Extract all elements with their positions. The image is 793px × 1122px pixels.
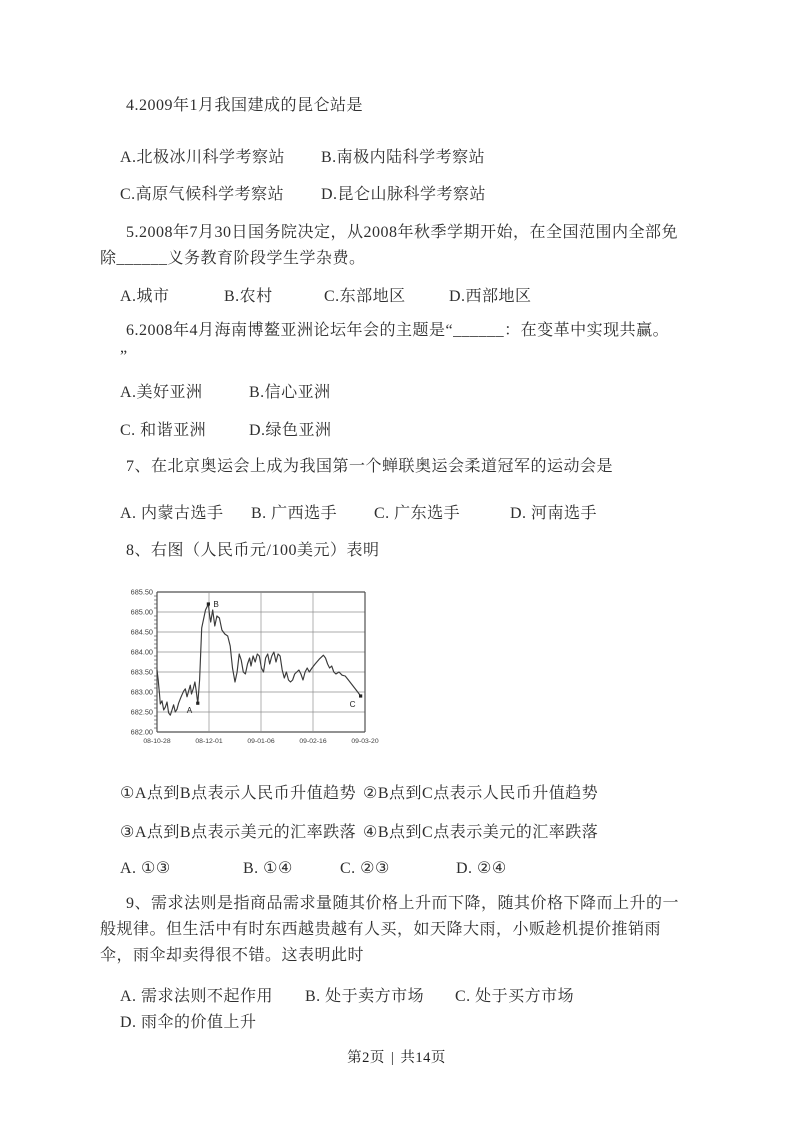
option-item: A. 内蒙古选手 [120, 505, 224, 522]
svg-text:09-03-20: 09-03-20 [351, 738, 379, 745]
option-item: B. ①④ [243, 860, 293, 877]
statement-item: ③A点到B点表示美元的汇率跌落 [120, 824, 357, 841]
question-4-options-row-2 [120, 184, 486, 206]
svg-text:B: B [213, 600, 219, 609]
question-4-options-row-1 [120, 147, 485, 169]
svg-text:682.50: 682.50 [130, 707, 153, 717]
svg-text:08-10-28: 08-10-28 [143, 738, 171, 745]
question-7-text: 7、在北京奥运会上成为我国第一个蝉联奥运会柔道冠军的运动会是 [126, 458, 614, 475]
question-9-options-row-2 [120, 1012, 257, 1034]
page-footer [0, 1046, 793, 1067]
question-7-options-row [120, 503, 597, 525]
option-item: D. ②④ [456, 860, 507, 877]
svg-text:682.00: 682.00 [130, 727, 153, 737]
option-item: D. 雨伞的价值上升 [120, 1014, 257, 1031]
svg-text:09-01-06: 09-01-06 [247, 738, 275, 745]
option-item: D.西部地区 [449, 288, 532, 305]
option-item: A.北极冰川科学考察站 [120, 149, 286, 166]
question-8-options-row [120, 858, 507, 880]
exchange-rate-chart-svg [126, 583, 386, 755]
question-9-text-line-1: 9、需求法则是指商品需求量随其价格上升而下降，随其价格下降而上升的一 [126, 895, 680, 912]
option-item: B.南极内陆科学考察站 [321, 149, 486, 166]
option-item: D.绿色亚洲 [249, 422, 332, 439]
svg-text:C: C [349, 700, 356, 709]
option-item: A. 需求法则不起作用 [120, 988, 274, 1005]
question-6-text-line-1: 6.2008年4月海南博鳌亚洲论坛年会的主题是“______：在变革中实现共赢。 [126, 322, 670, 339]
option-item: D. 河南选手 [510, 505, 598, 522]
exchange-rate-chart [126, 583, 386, 755]
svg-text:08-12-01: 08-12-01 [195, 738, 223, 745]
question-8-statements-row-1 [120, 783, 598, 805]
option-item: C.东部地区 [324, 288, 406, 305]
question-4-text: 4.2009年1月我国建成的昆仑站是 [126, 97, 364, 114]
svg-text:684.00: 684.00 [130, 647, 153, 657]
statement-item: ②B点到C点表示人民币升值趋势 [363, 785, 599, 802]
statement-item: ①A点到B点表示人民币升值趋势 [120, 785, 357, 802]
question-5-options-row [120, 286, 532, 308]
option-item: C. 处于买方市场 [455, 988, 575, 1005]
question-9-text-line-3: 伞，雨伞却卖得很不错。这表明此时 [100, 947, 365, 964]
option-item: C.高原气候科学考察站 [120, 186, 285, 203]
option-item: A. ①③ [120, 860, 171, 877]
option-item: B.信心亚洲 [249, 384, 331, 401]
option-item: C. ②③ [340, 860, 390, 877]
svg-text:685.00: 685.00 [130, 607, 153, 617]
svg-text:683.50: 683.50 [130, 667, 153, 677]
option-item: C. 广东选手 [374, 505, 461, 522]
svg-text:A: A [186, 706, 193, 716]
svg-text:09-02-16: 09-02-16 [299, 738, 327, 745]
option-item: A.城市 [120, 288, 170, 305]
question-9-text-line-2: 般规律。但生活中有时东西越贵越有人买，如天降大雨，小贩趁机提价推销雨 [100, 921, 662, 938]
option-item: C. 和谐亚洲 [120, 422, 207, 439]
option-item: B. 广西选手 [251, 505, 338, 522]
footer-separator: | [390, 1050, 395, 1066]
svg-text:684.50: 684.50 [130, 627, 153, 637]
option-item: B.农村 [224, 288, 273, 305]
question-8-text: 8、右图（人民币元/100美元）表明 [126, 542, 380, 559]
question-9-options-row-1 [120, 986, 574, 1008]
question-6-options-row-2 [120, 420, 332, 442]
question-5-text-line-1: 5.2008年7月30日国务院决定，从2008年秋季学期开始，在全国范围内全部免 [126, 224, 679, 241]
option-item: D.昆仑山脉科学考察站 [321, 186, 487, 203]
option-item: A.美好亚洲 [120, 384, 203, 401]
option-item: B. 处于卖方市场 [305, 988, 425, 1005]
question-5-text-line-2: 除______义务教育阶段学生学杂费。 [100, 250, 366, 267]
total-pages: 共14页 [400, 1050, 446, 1066]
question-8-statements-row-2 [120, 822, 598, 844]
question-6-options-row-1 [120, 382, 331, 404]
page-number: 第2页 [347, 1050, 385, 1066]
statement-item: ④B点到C点表示美元的汇率跌落 [363, 824, 599, 841]
svg-text:683.00: 683.00 [130, 687, 153, 697]
svg-text:685.50: 685.50 [130, 587, 153, 597]
question-6-text-line-2: ” [120, 348, 128, 365]
